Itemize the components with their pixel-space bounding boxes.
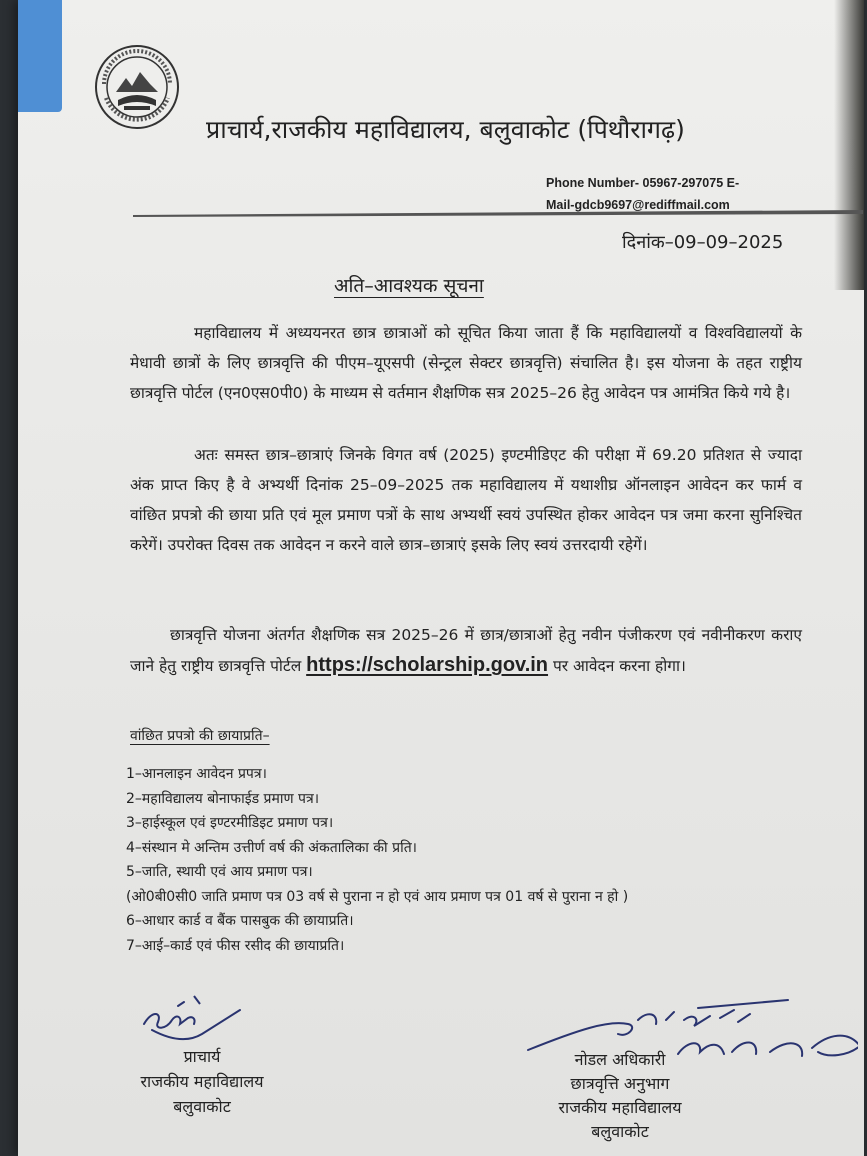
nodal-officer-signature-block — [530, 1048, 710, 1144]
college-emblem-icon — [94, 44, 180, 130]
documents-title: वांछित प्रपत्रो की छायाप्रति– — [130, 728, 270, 744]
header-divider — [133, 208, 863, 218]
nodal-officer-section: छात्रवृत्ति अनुभाग — [570, 1074, 670, 1093]
mail-line: Mail-gdcb9697@rediffmail.com — [546, 198, 730, 212]
paragraph-1-text: महाविद्यालय में अध्ययनरत छात्र छात्राओं को सूचित किया जाता हैं कि महाविद्यालयों व विश्वविद्यालयों के मेधावी छात्रों के लिए छात्रवृत्ति की पीएम–यूएसपी (सेन्ट्रल सेक्टर छात्रवृत्ति) संचालित है। इस योजना के तहत राष्ट्रीय छात्रवृत्ति पोर्टल (एन0एस0पी0) के माध्यम से वर्तमान शैक्षणिक सत्र 2025–26 हेतु आवेदन पत्र आमंत्रित किये गये है। — [130, 324, 802, 402]
background-blue-object — [18, 0, 62, 112]
background-shadow — [834, 0, 864, 290]
nodal-officer-designation: नोडल अधिकारी — [574, 1050, 666, 1069]
principal-college: राजकीय महाविद्यालय — [140, 1072, 264, 1091]
principal-designation: प्राचार्य — [183, 1047, 221, 1066]
documents-list — [126, 762, 628, 958]
list-item: 6–आधार कार्ड व बैंक पासबुक की छायाप्रति। — [126, 913, 354, 929]
paragraph-3 — [130, 620, 802, 681]
list-item: 3–हाईस्कूल एवं इण्टरमीडिइट प्रमाण पत्र। — [126, 815, 334, 831]
principal-signature — [122, 990, 262, 1050]
paragraph-3-tail: पर आवेदन करना होगा। — [548, 657, 686, 675]
principal-signature-block — [122, 1044, 282, 1119]
scholarship-portal-link[interactable]: https://scholarship.gov.in — [306, 654, 549, 676]
list-item: 1–आनलाइन आवेदन प्रपत्र। — [126, 766, 267, 782]
paragraph-2-text: अतः समस्त छात्र–छात्राएं जिनके विगत वर्ष (2025) इण्टमीडिएट की परीक्षा में 69.20 प्रतिशत से ज्यादा अंक प्राप्त किए है वे अभ्यर्थी दिनांक 25–09–2025 तक महाविद्यालय में यथाशीघ्र ऑनलाइन आवेदन कर फार्म व वांछित प्रपत्रो की छाया प्रति एवं मूल प्रमाण पत्रों के साथ अभ्यर्थी स्वयं उपस्थित होकर आवेदन पत्र जमा करना सुनिश्चित करेगें। उपरोक्त दिवस तक आवेदन न करने वाले छात्र–छात्राएं इसके लिए स्वयं उत्तरदायी रहेगें। — [130, 446, 802, 554]
document-page — [18, 0, 864, 1156]
list-item: 4–संस्थान मे अन्तिम उत्तीर्ण वर्ष की अंकतालिका की प्रति। — [126, 839, 417, 856]
paragraph-1 — [130, 318, 802, 408]
list-item: 2–महाविद्यालय बोनाफाईड प्रमाण पत्र। — [126, 790, 320, 807]
phone-line: Phone Number- 05967-297075 E- — [546, 176, 740, 190]
nodal-officer-college: राजकीय महाविद्यालय — [558, 1098, 682, 1117]
paragraph-3-text: छात्रवृत्ति योजना अंतर्गत शैक्षणिक सत्र 2025–26 में छात्र/छात्राओं हेतु नवीन पंजीकरण एवं नवीनीकरण कराए जाने हेतु राष्ट्रीय छात्रवृत्ति पोर्टल — [130, 626, 802, 675]
paragraph-2 — [130, 440, 802, 560]
notice-date: दिनांक–09–09–2025 — [622, 232, 784, 253]
list-item: 7–आई–कार्ड एवं फीस रसीद की छायाप्रति। — [126, 937, 345, 954]
list-item: (ओ0बी0सी0 जाति प्रमाण पत्र 03 वर्ष से पुराना न हो एवं आय प्रमाण पत्र 01 वर्ष से पुराना न हो ) — [126, 888, 629, 905]
college-title: प्राचार्य,राजकीय महाविद्यालय, बलुवाकोट (पिथौरागढ़) — [206, 115, 685, 144]
list-item: 5–जाति, स्थायी एवं आय प्रमाण पत्र। — [126, 864, 313, 880]
principal-place: बलुवाकोट — [173, 1097, 231, 1116]
nodal-officer-place: बलुवाकोट — [591, 1122, 649, 1141]
notice-heading: अति–आवश्यक सूचना — [334, 275, 484, 297]
